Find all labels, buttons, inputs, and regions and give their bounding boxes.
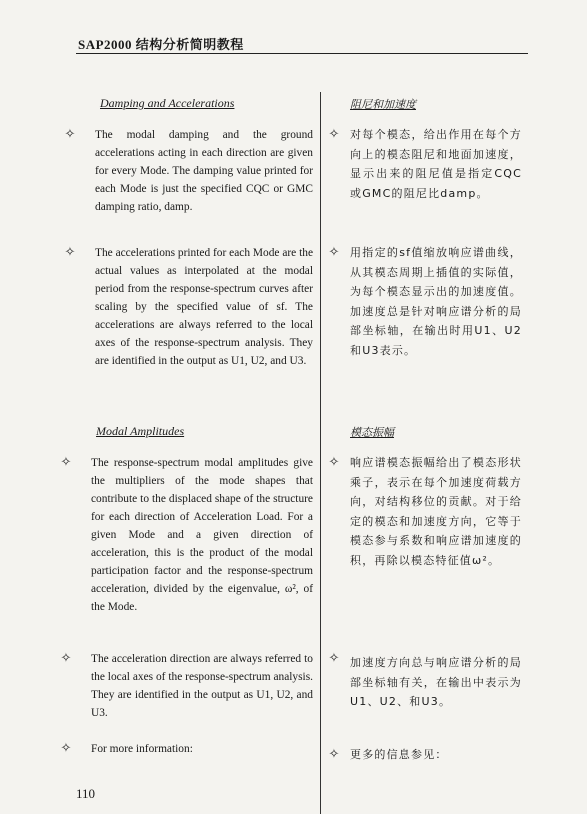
paragraph-zh: 对每个模态，给出作用在每个方向上的模态阻尼和地面加速度，显示出来的阻尼值是指定CQC或GMC的阻尼比damp。 bbox=[350, 128, 522, 200]
paragraph-zh: 响应谱模态振幅给出了模态形状乘子，表示在每个加速度荷载方向，对结构移位的贡献。对于给定的模态和加速度方向，它等于模态参与系数和响应谱加速度的积，再除以模态特征值ω²。 bbox=[350, 456, 522, 567]
diamond-bullet-icon: ✧ bbox=[328, 245, 340, 260]
header-title: SAP2000 结构分析简明教程 bbox=[78, 37, 244, 52]
paragraph-zh: 加速度方向总与响应谱分析的局部坐标轴有关，在输出中表示为U1、U2、和U3。 bbox=[350, 656, 522, 708]
diamond-bullet-icon: ✧ bbox=[60, 651, 72, 666]
header-rule bbox=[76, 53, 528, 54]
diamond-bullet-icon: ✧ bbox=[60, 741, 72, 756]
paragraph-en: The modal damping and the ground accelerations acting in each direction are given for every Mode. The damping value printed for each Mode is just the specified CQC or GMC damping ratio, damp. bbox=[95, 129, 313, 213]
diamond-bullet-icon: ✧ bbox=[328, 747, 340, 762]
diamond-bullet-icon: ✧ bbox=[328, 127, 340, 142]
column-divider bbox=[320, 92, 321, 814]
diamond-bullet-icon: ✧ bbox=[328, 455, 340, 470]
diamond-bullet-icon: ✧ bbox=[64, 127, 76, 142]
diamond-bullet-icon: ✧ bbox=[328, 651, 340, 666]
section-title-damping-en: Damping and Accelerations bbox=[100, 96, 235, 110]
section-title-damping-zh: 阻尼和加速度 bbox=[350, 98, 416, 111]
section-title-modal-amplitudes-zh: 模态振幅 bbox=[350, 426, 394, 439]
paragraph-zh: 更多的信息参见： bbox=[350, 748, 448, 761]
diamond-bullet-icon: ✧ bbox=[64, 245, 76, 260]
paragraph-en: The response-spectrum modal amplitudes give the multipliers of the mode shapes that contribute to the displaced shape of the structure for each direction of Acceleration Load. For a given Mode and a given direction of acceleration, this is the product of the modal participation factor and the response-spectrum acceleration, divided by the eigenvalue, ω², of the Mode. bbox=[91, 457, 313, 613]
paragraph-en: For more information: bbox=[91, 743, 193, 755]
page-number: 110 bbox=[76, 786, 96, 801]
paragraph-en: The accelerations printed for each Mode are the actual values as interpolated at the modal period from the response-spectrum curves after scaling by the specified value of sf. The accelerations are always referred to the local axes of the response-spectrum analysis. They are identified in the output as U1, U2, and U3. bbox=[95, 247, 313, 367]
diamond-bullet-icon: ✧ bbox=[60, 455, 72, 470]
paragraph-en: The acceleration direction are always referred to the local axes of the response-spectrum analysis. They are identified in the output as U1, U2, and U3. bbox=[91, 653, 313, 719]
paragraph-zh: 用指定的sf值缩放响应谱曲线，从其模态周期上插值的实际值，为每个模态显示出的加速度值。加速度总是针对响应谱分析的局部坐标轴，在输出时用U1、U2和U3表示。 bbox=[350, 246, 522, 357]
section-title-modal-amplitudes-en: Modal Amplitudes bbox=[96, 424, 185, 438]
